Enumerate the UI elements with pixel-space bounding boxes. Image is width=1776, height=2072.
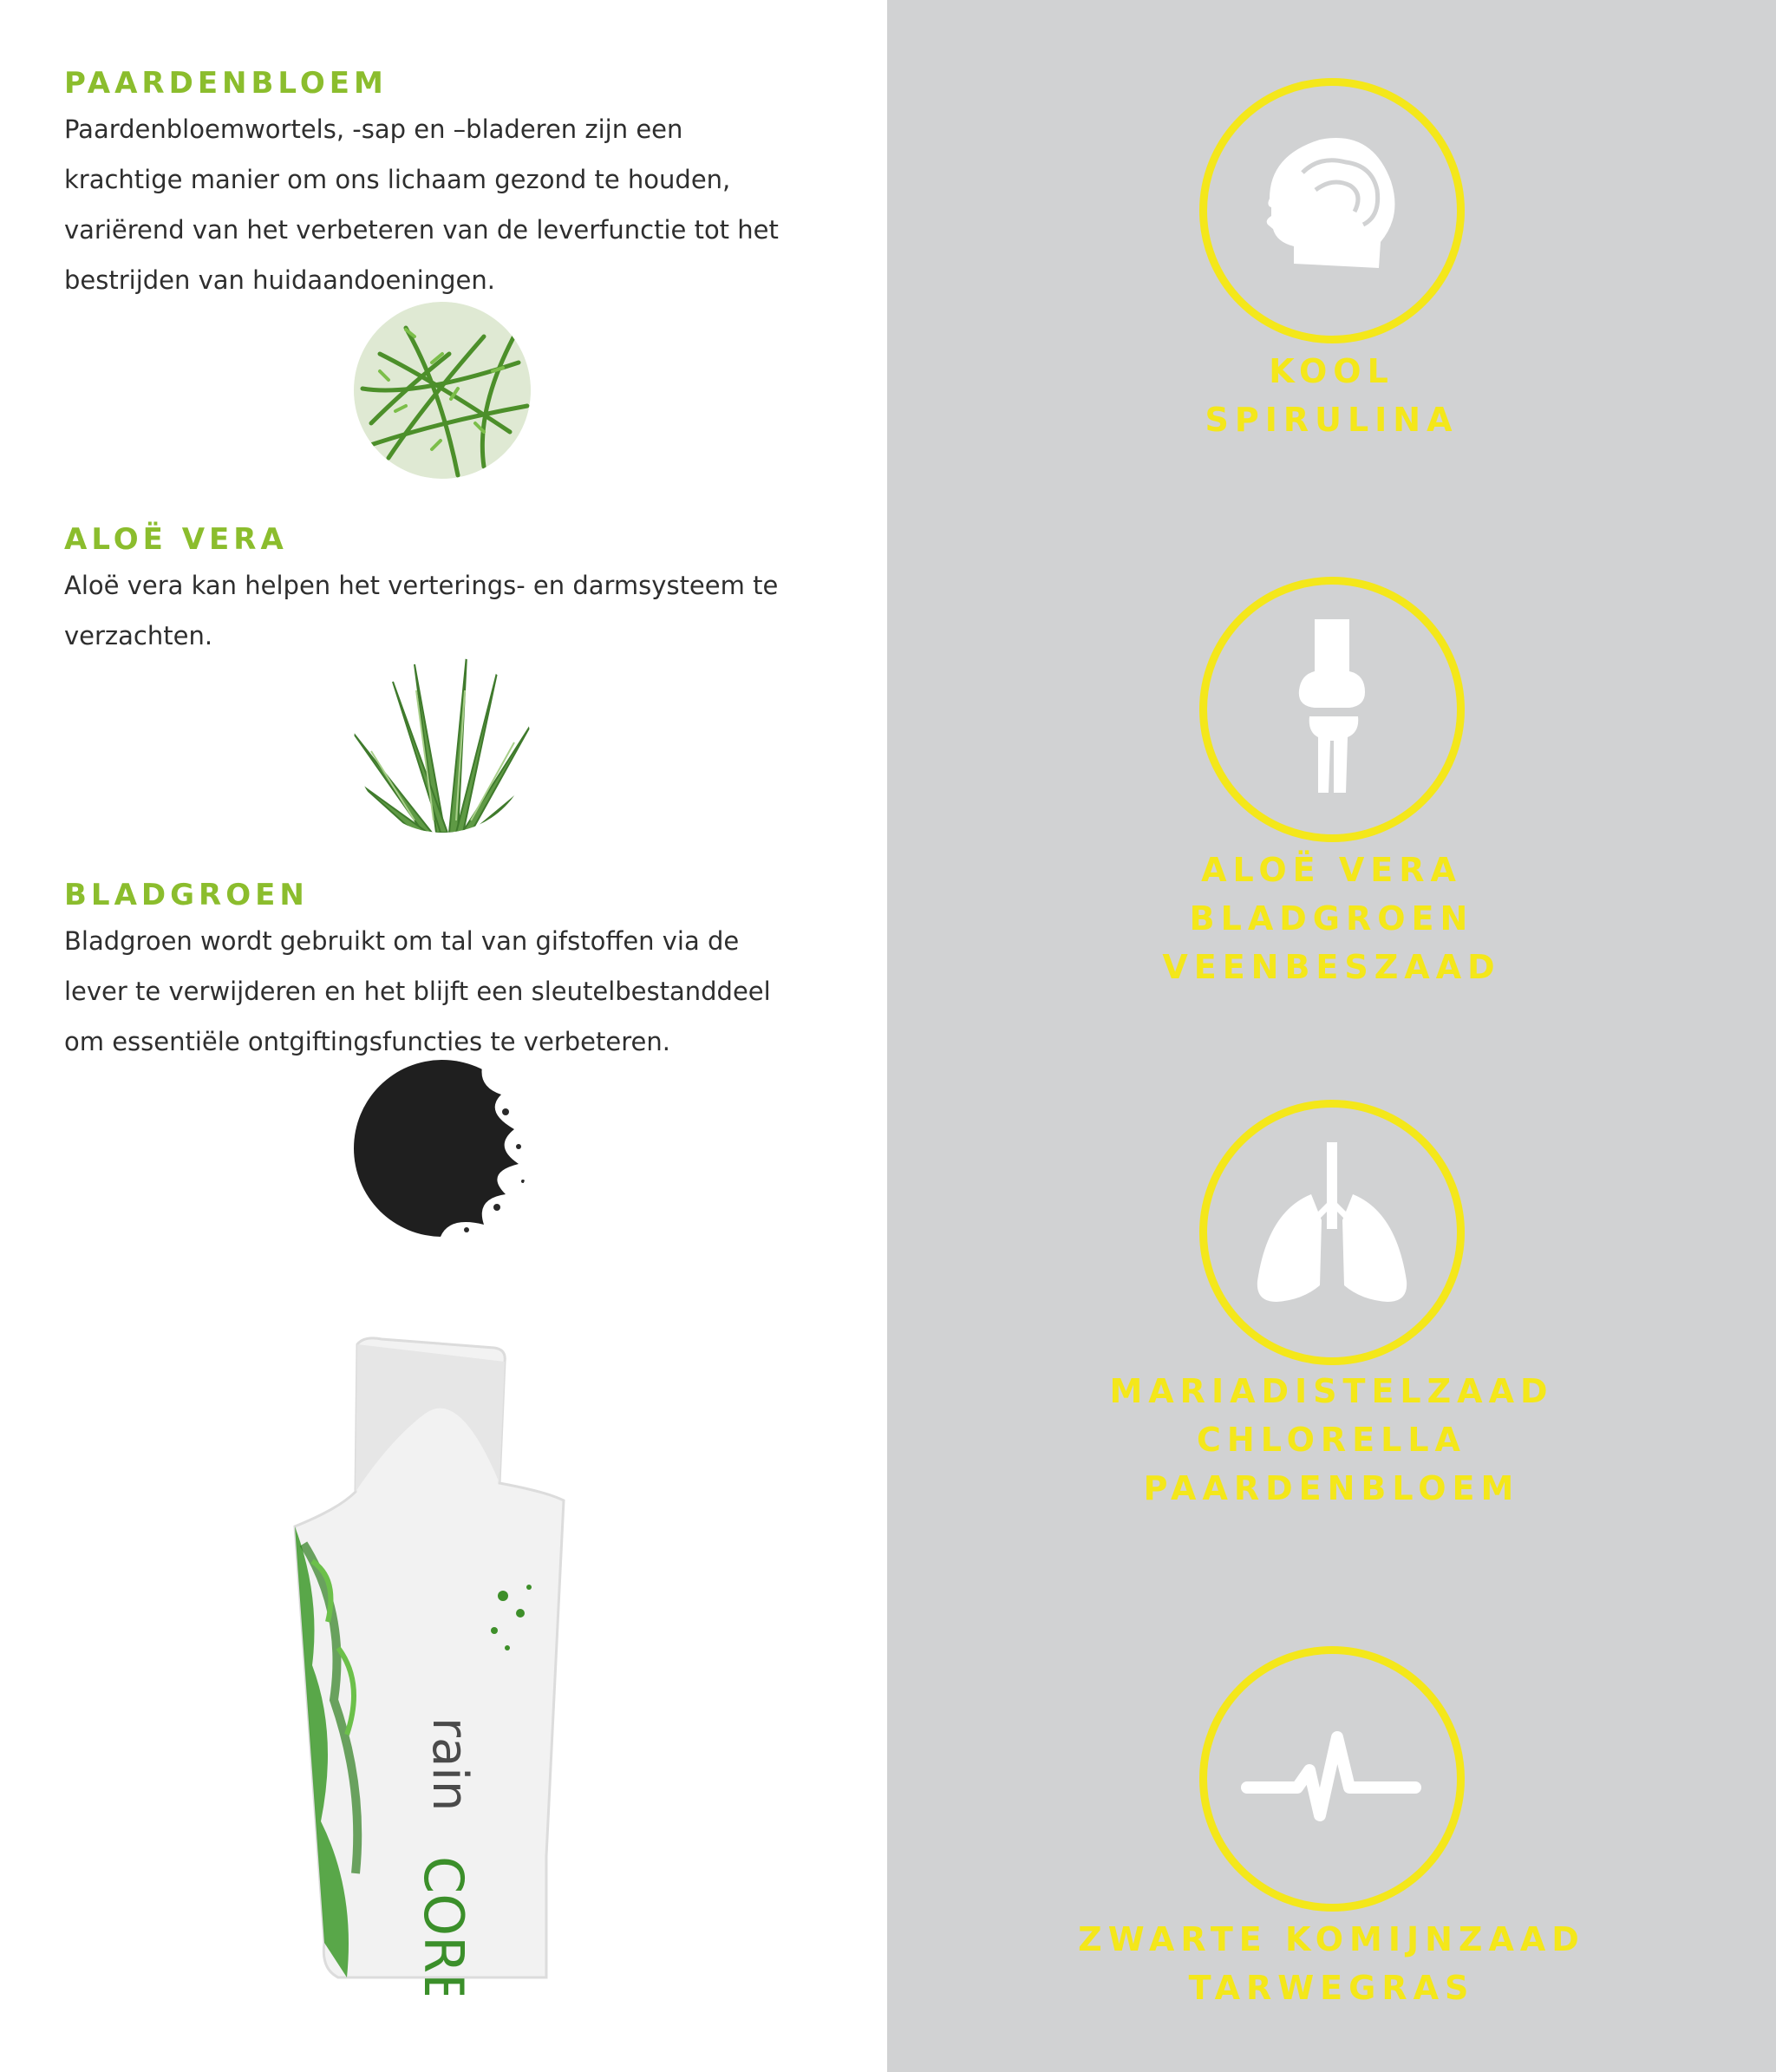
rain-core-pouch bbox=[286, 1336, 598, 1995]
ingredient-title: BLADGROEN bbox=[64, 878, 309, 912]
benefit-joint-circle bbox=[1199, 577, 1465, 842]
dandelion-photo bbox=[354, 302, 531, 479]
brain-head-icon bbox=[1207, 86, 1457, 336]
ingredient-title: ALOË VERA bbox=[64, 522, 288, 557]
knee-joint-icon bbox=[1207, 585, 1457, 834]
ingredient-chlorophyll bbox=[64, 878, 845, 1067]
lungs-icon bbox=[1207, 1108, 1457, 1357]
ingredient-description: Aloë vera kan helpen het verterings- en darmsysteem te verzachten. bbox=[64, 571, 779, 650]
product-name: CORE bbox=[412, 1856, 475, 1995]
ingredient-aloe-vera bbox=[64, 522, 845, 661]
heartbeat-icon bbox=[1207, 1654, 1457, 1904]
ingredient-dandelion bbox=[64, 66, 845, 305]
benefit-lungs-circle bbox=[1199, 1100, 1465, 1365]
benefit-joint-labels: ALOË VERA BLADGROEN VEENBESZAAD bbox=[1162, 851, 1501, 986]
aloe-vera-photo bbox=[354, 656, 531, 833]
charcoal-powder-photo bbox=[354, 1060, 531, 1237]
benefit-brain-labels: KOOL SPIRULINA bbox=[1205, 352, 1459, 439]
ingredient-description: Bladgroen wordt gebruikt om tal van gifstoffen via de lever te verwijderen en het blijft een sleutelbestanddeel om essentiële ontgiftingsfuncties te verbeteren. bbox=[64, 926, 771, 1056]
benefit-lungs-labels: MARIADISTELZAAD CHLORELLA PAARDENBLOEM bbox=[1109, 1372, 1554, 1507]
ingredient-description: Paardenbloemwortels, -sap en –bladeren zijn een krachtige manier om ons lichaam gezond te houden, variërend van het verbeteren van de leverfunctie tot het bestrijden van huidaandoeningen. bbox=[64, 114, 779, 295]
benefit-heart-circle bbox=[1199, 1646, 1465, 1912]
benefit-brain-circle bbox=[1199, 78, 1465, 343]
ingredient-title: PAARDENBLOEM bbox=[64, 66, 388, 101]
benefit-heart-labels: ZWARTE KOMIJNZAAD TARWEGRAS bbox=[1078, 1920, 1585, 2007]
product-brand: rain bbox=[421, 1717, 478, 1812]
